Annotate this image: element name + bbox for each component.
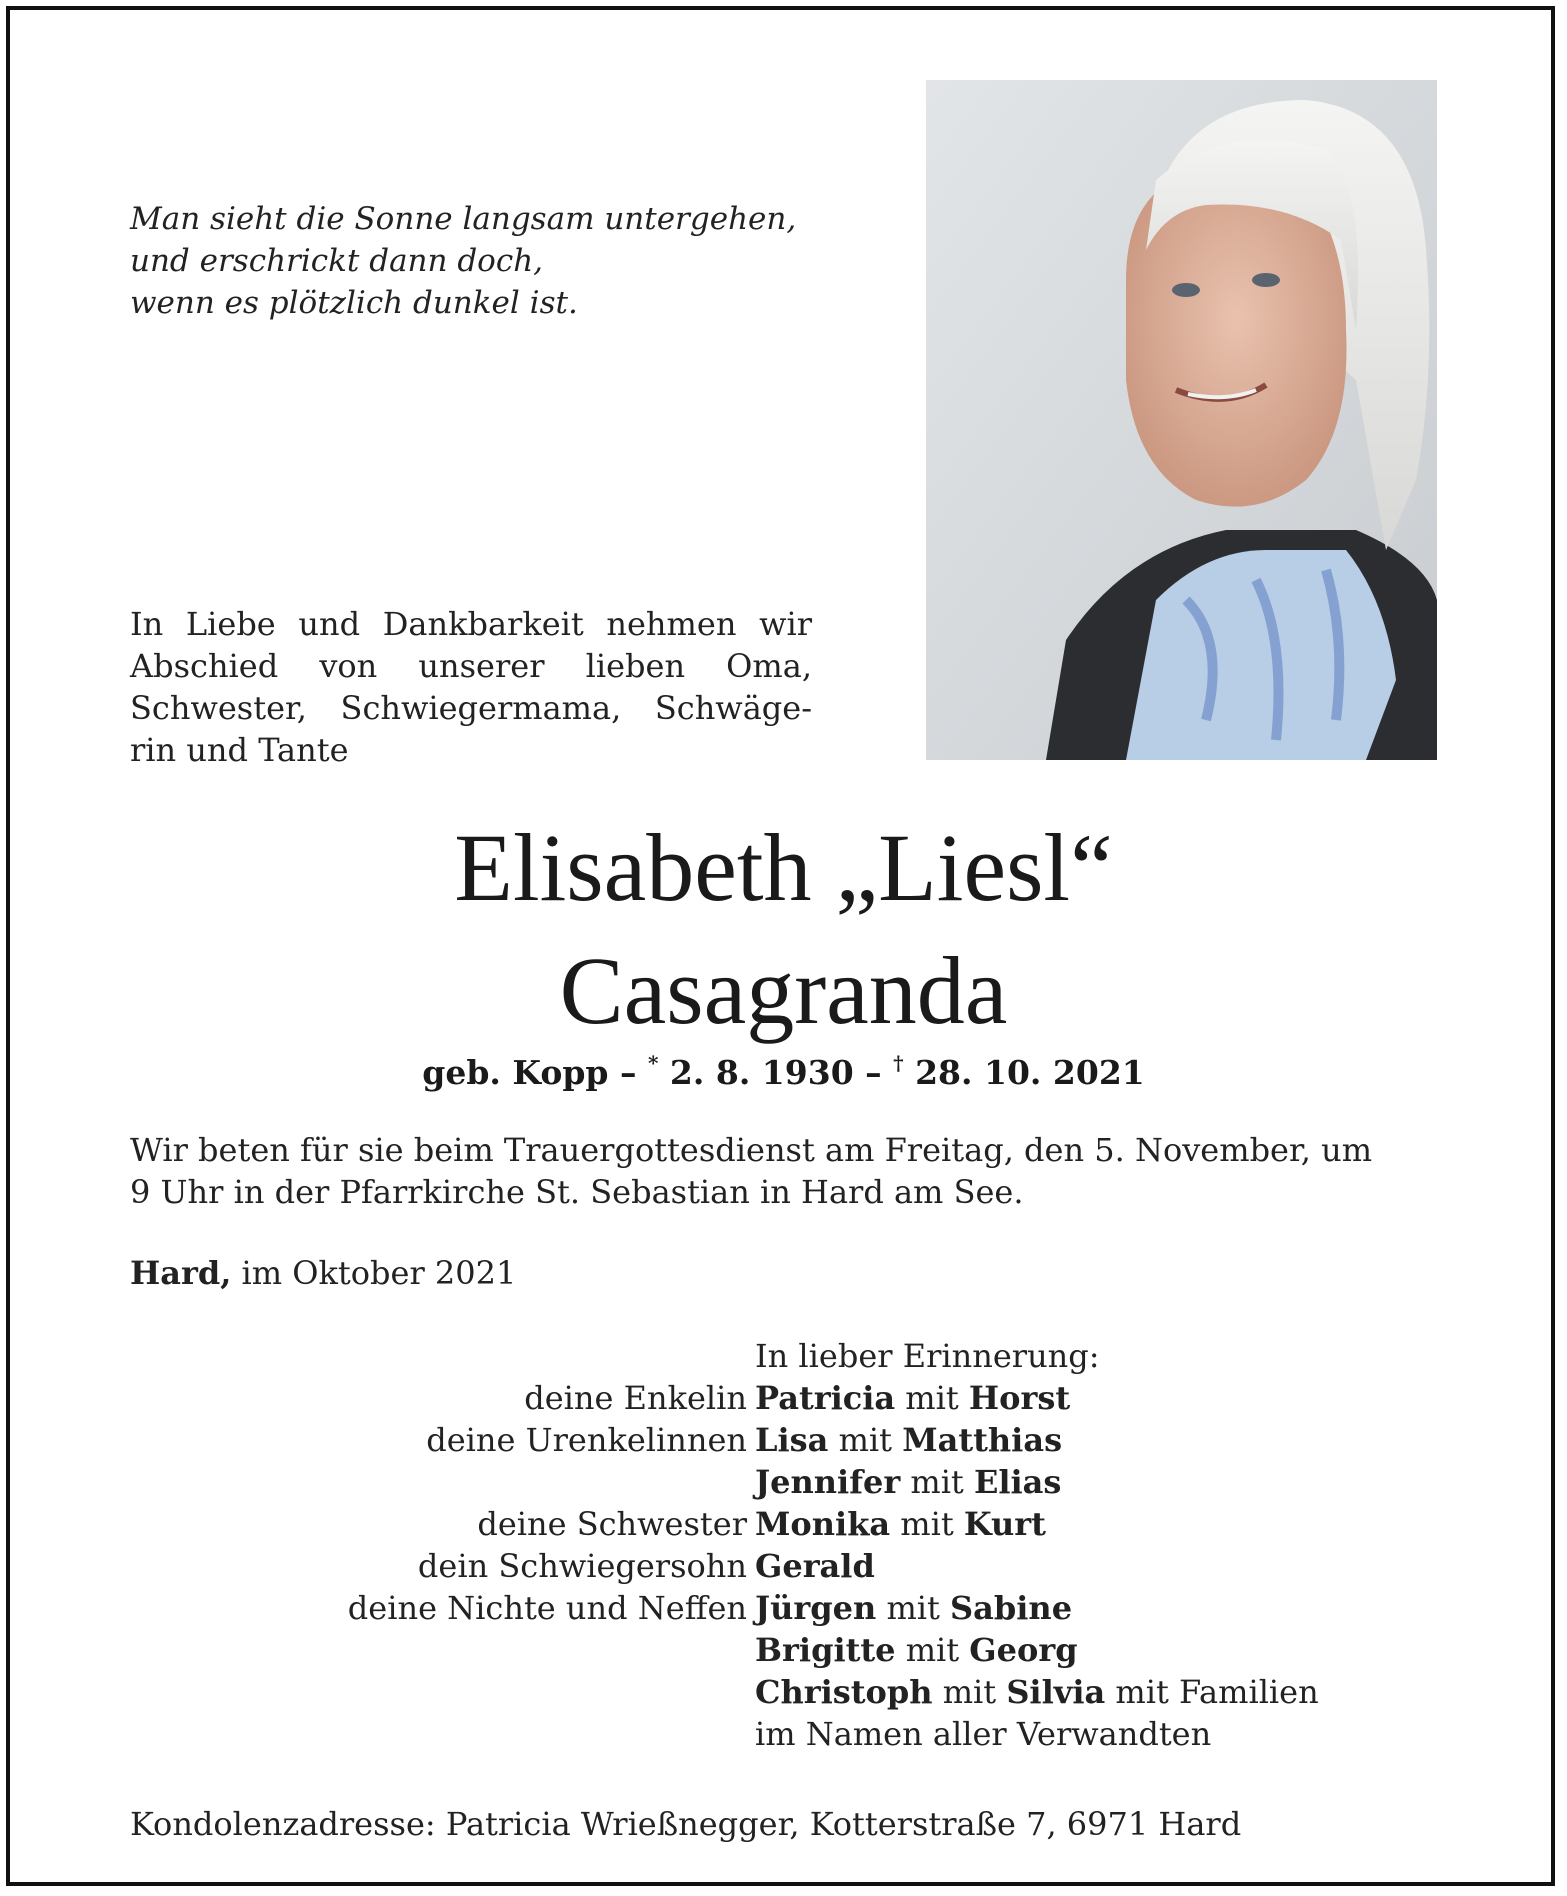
mourners-list	[0, 1335, 1567, 1755]
mourner-name: Christoph	[755, 1673, 933, 1711]
intro-text	[130, 603, 812, 771]
mourner-relation: deine Urenkelinnen	[426, 1421, 747, 1459]
death-symbol: †	[893, 1051, 904, 1075]
mourner-names	[755, 1461, 1061, 1503]
death-date: 28. 10. 2021	[903, 1053, 1145, 1092]
mourner-name: Elias	[973, 1463, 1062, 1501]
birth-symbol: *	[647, 1051, 659, 1075]
birth-date: 2. 8. 1930 –	[658, 1053, 894, 1092]
motto-line: und erschrickt dann doch,	[130, 243, 544, 279]
motto-line: Man sieht die Sonne langsam untergehen,	[130, 201, 797, 237]
mourner-name: Kurt	[963, 1505, 1046, 1543]
mourner-suffix: mit Familien	[1105, 1673, 1319, 1711]
mourner-join: mit	[890, 1505, 964, 1543]
mourner-names	[755, 1545, 875, 1587]
mourner-name: Brigitte	[755, 1631, 896, 1669]
mourner-name: Monika	[755, 1505, 891, 1543]
mourner-names	[755, 1629, 1078, 1671]
mourner-name: Sabine	[950, 1589, 1073, 1627]
mourner-names	[755, 1503, 1046, 1545]
place-city: Hard,	[130, 1254, 232, 1292]
mourners-heading: In lieber Erinnerung:	[755, 1337, 1100, 1375]
mourner-names	[755, 1377, 1070, 1419]
mourner-name: Silvia	[1006, 1673, 1106, 1711]
mourner-relation: deine Schwester	[477, 1505, 747, 1543]
mourner-name: Matthias	[902, 1421, 1063, 1459]
place-date: im Oktober 2021	[231, 1254, 517, 1292]
mourner-join: mit	[900, 1463, 974, 1501]
mourner-relation: deine Enkelin	[524, 1379, 747, 1417]
intro-line: Schwester, Schwiegermama, Schwäge-	[130, 689, 812, 727]
mourner-name: Patricia	[755, 1379, 896, 1417]
mourner-join: mit	[932, 1673, 1007, 1711]
service-line: Wir beten für sie beim Trauergottesdienst am Freitag, den 5. November, um	[130, 1131, 1373, 1169]
birth-name: geb. Kopp –	[422, 1053, 648, 1092]
mourner-join: mit	[876, 1589, 951, 1627]
place-and-date	[130, 1254, 516, 1292]
mourner-name: Horst	[968, 1379, 1071, 1417]
motto-quote	[130, 198, 796, 324]
mourner-relation: dein Schwiegersohn	[417, 1547, 747, 1585]
condolence-address: Kondolenzadresse: Patricia Wrießnegger, Kotterstraße 7, 6971 Hard	[130, 1805, 1242, 1843]
mourner-name: Gerald	[755, 1547, 875, 1585]
deceased-name-first: Elisabeth „Liesl“	[454, 814, 1113, 921]
mourner-name: Jürgen	[755, 1589, 877, 1627]
intro-line: rin und Tante	[130, 731, 349, 769]
portrait-photo	[926, 80, 1437, 760]
service-announcement	[130, 1129, 1437, 1213]
mourner-name: Lisa	[755, 1421, 829, 1459]
life-dates	[0, 1053, 1567, 1092]
mourners-closing: im Namen aller Verwandten	[755, 1715, 1212, 1753]
mourner-name: Georg	[969, 1631, 1078, 1669]
mourner-join: mit	[895, 1631, 970, 1669]
intro-line: Abschied von unserer lieben Oma,	[130, 647, 812, 685]
mourner-name: Jennifer	[755, 1463, 901, 1501]
service-line: 9 Uhr in der Pfarrkirche St. Sebastian in Hard am See.	[130, 1173, 1024, 1211]
mourner-names	[755, 1587, 1072, 1629]
mourner-names	[755, 1419, 1062, 1461]
motto-line: wenn es plötzlich dunkel ist.	[130, 285, 578, 321]
mourner-names	[755, 1671, 1319, 1713]
mourner-relation: deine Nichte und Neffen	[347, 1589, 747, 1627]
mourner-join: mit	[828, 1421, 903, 1459]
mourner-join: mit	[895, 1379, 969, 1417]
intro-line: In Liebe und Dankbarkeit nehmen wir	[130, 605, 812, 643]
deceased-name-last: Casagranda	[559, 937, 1008, 1044]
